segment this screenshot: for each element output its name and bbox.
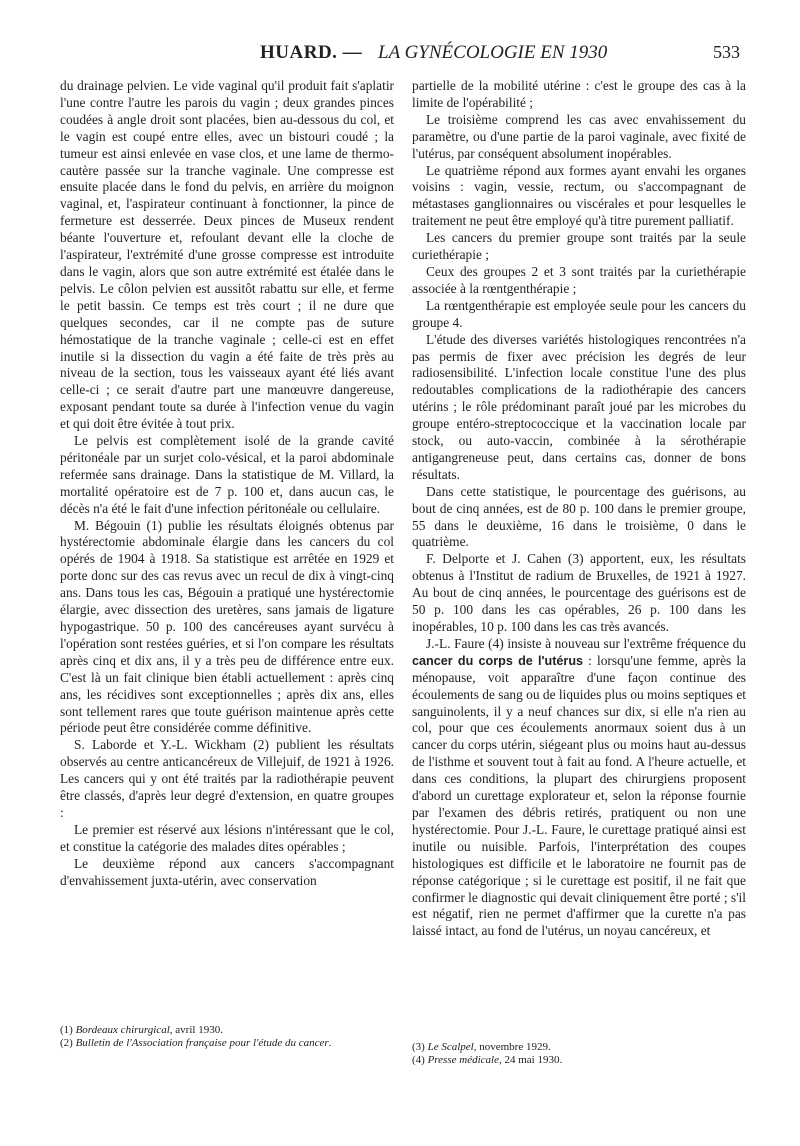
right-column bbox=[412, 78, 746, 940]
running-header bbox=[60, 42, 740, 72]
footnote: (4) Presse médicale, 24 mai 1930. bbox=[412, 1054, 563, 1066]
paragraph: M. Bégouin (1) publie les résultats éloignés obtenus par hystérectomie abdominale élargie dans les cancers du col opérés de 1904 à 1918. Sa statistique est arrêtée en 1929 et porte donc sur des cas revus avec un recul de dix à vingt-cinq ans. Dans tous les cas, Bégouin a pratiqué une hystérectomie élargie, avec dissection des uretères, sans jamais de ligature hypogastrique. 50 p. 100 des cancéreuses ayant survécu à l'opération sont restées guéries, et si l'on compare les résultats après cinq et dix ans, il y a très peu de différence entre eux. C'est là un fait clinique bien établi actuellement : après cinq ans, les récidives sont exceptionnelles ; après dix ans, elles sont tellement rares que toute guérison maintenue après cette période peut être considérée comme définitive. bbox=[60, 517, 394, 736]
footnote: (2) Bulletin de l'Association française pour l'étude du cancer. bbox=[60, 1037, 332, 1049]
faure-text-start: J.-L. Faure (4) insiste à nouveau sur l'extrême fréquence du bbox=[426, 635, 746, 651]
paragraph: Ceux des groupes 2 et 3 sont traités par la curiethérapie associée à la rœntgenthérapie ; bbox=[412, 263, 746, 296]
paragraph: Le troisième comprend les cas avec envahissement du paramètre, ou d'une partie de la paroi vaginale, avec fixité de l'utérus, par conséquent absolument inopérables. bbox=[412, 111, 746, 161]
paragraph: du drainage pelvien. Le vide vaginal qu'il produit fait s'aplatir l'une contre l'autre les parois du vagin ; deux grandes pinces coudées à angle droit sont placées, bien au-dessous du col, et le vagin est coupé entre elles, avec un bistouri coudé ; la tumeur est ainsi enlevée en vase clos, et une lame de thermo-cautère passée sur la tranche vaginale. Une compresse est ensuite placée dans le fond du pelvis, en arrière du moignon vaginal, et, l'aspirateur continuant à fonctionner, la pince de fermeture est desserrée. Deux pinces de Museux rendent béante l'ouverture et, refoulant devant elle la cloche de l'aspirateur, l'extrémité d'une grosse compresse est introduite dans le vagin, alors que son autre extrémité est étalée dans le pelvis. Le côlon pelvien est aussitôt rabattu sur elle, et ferme le petit bassin. Ce temps est très court ; il ne dure que quelques secondes, car il ne compte pas de suture hémostatique de la tranche vaginale ; celle-ci est en effet inutile si la dissection du vagin a été faite de très près au niveau de la section, tous les vaisseaux ayant été liés avant celle-ci ; ce serait d'autre part une manœuvre dangereuse, exposant pendant toute sa durée à l'infection venue du vagin et qui doit être évitée à tout prix. bbox=[60, 78, 394, 432]
paragraph: F. Delporte et J. Cahen (3) apportent, eux, les résultats obtenus à l'Institut de radium de Bruxelles, de 1921 à 1927. Au bout de cinq années, le pourcentage des guérisons est de 50 p. 100 dans les cas opérables, 26 p. 100 dans les inopérables, 10 p. 100 dans les cas très avancés. bbox=[412, 551, 746, 634]
paragraph: Dans cette statistique, le pourcentage des guérisons, au bout de cinq années, est de 80 p. 100 dans le premier groupe, 55 dans le deuxième, 16 dans le troisième, 0 dans le quatrième. bbox=[412, 483, 746, 550]
paragraph: S. Laborde et Y.-L. Wickham (2) publient les résultats observés au centre anticancéreux de Villejuif, de 1921 à 1926. Les cancers qui y ont été traités par la radiothérapie peuvent être classés, d'après leur degré d'extension, en quatre groupes : bbox=[60, 737, 394, 820]
footnotes-left bbox=[60, 1024, 394, 1050]
page-number: 533 bbox=[713, 42, 740, 62]
left-column bbox=[60, 78, 394, 890]
paragraph: partielle de la mobilité utérine : c'est le groupe des cas à la limite de l'opérabilité ; bbox=[412, 78, 746, 110]
footnotes-right bbox=[412, 1041, 746, 1067]
paragraph: Le deuxième répond aux cancers s'accompagnant d'envahissement juxta-utérin, avec conservation bbox=[60, 855, 394, 888]
paragraph: Les cancers du premier groupe sont traités par la seule curiethérapie ; bbox=[412, 230, 746, 263]
paragraph: L'étude des diverses variétés histologiques rencontrées n'a pas permis de fixer avec précision les degrés de leur radiosensibilité. L'infection locale constitue l'une des plus redoutables complications de la radiothérapie des cancers utérins ; le rôle prédominant paraît joué par les microbes du groupe entéro-streptococcique et la vaccination locale par stock, ou auto-vaccin, combinée à la sérothérapie antigangreneuse peut, dans certains cas, donner de bons résultats. bbox=[412, 331, 746, 482]
header-title: LA GYNÉCOLOGIE EN 1930 bbox=[378, 42, 608, 63]
paragraph: Le quatrième répond aux formes ayant envahi les organes voisins : vagin, vessie, rectum, ou s'accompagnant de métastases ganglionnaires ou viscérales et pour lesquelles le traitement ne peut être employé qu'à titre purement palliatif. bbox=[412, 162, 746, 229]
faure-text-end: : lorsqu'une femme, après la ménopause, voit apparaître d'une façon continue des écoulements de sang ou de liquides plus ou moins septiques et sanguinolents, il y a neuf chances sur dix, si elle n'a rien au col, pour que ces écoulements anormaux soient dus à un cancer du corps utérin, siégeant plus ou moins haut au-dessus de l'isthme et souvent tout à fait au fond. A l'heure actuelle, et dans ces conditions, la plupart des chirurgiens proposent d'abord un curettage explorateur et, selon la réponse fournie par l'examen des débris retirés, pratiquent ou non une hystérectomie. Pour J.-L. Faure, le curettage pratiqué ainsi est inutile ou nuisible. Parfois, l'interprétation des coupes histologiques est difficile et le laboratoire ne fournit pas de réponse catégorique ; si le curettage est positif, il ne fait que confirmer le diagnostic qui devait cliniquement être porté ; s'il est négatif, rien ne permet d'affirmer que la curette n'a pas laissé intact, au fond de l'utérus, un noyau cancéreux, et bbox=[412, 652, 746, 939]
header-author: HUARD. — bbox=[260, 42, 363, 63]
paragraph: La rœntgenthérapie est employée seule pour les cancers du groupe 4. bbox=[412, 297, 746, 330]
footnote: (1) Bordeaux chirurgical, avril 1930. bbox=[60, 1024, 223, 1036]
paragraph: Le pelvis est complètement isolé de la grande cavité péritonéale par un surjet colo-vésical, et la paroi abdominale refermée sans drainage. Dans la statistique de M. Villard, la mortalité opératoire est de 7 p. 100 et, dans aucun cas, le décès n'a été le fait d'une infection péritonéale ou cellulaire. bbox=[60, 433, 394, 516]
paragraph-faure bbox=[412, 636, 746, 940]
highlighted-term: cancer du corps de l'utérus bbox=[412, 653, 584, 668]
footnote: (3) Le Scalpel, novembre 1929. bbox=[412, 1041, 551, 1053]
paragraph: Le premier est réservé aux lésions n'intéressant que le col, et constitue la catégorie des malades dites opérables ; bbox=[60, 821, 394, 854]
